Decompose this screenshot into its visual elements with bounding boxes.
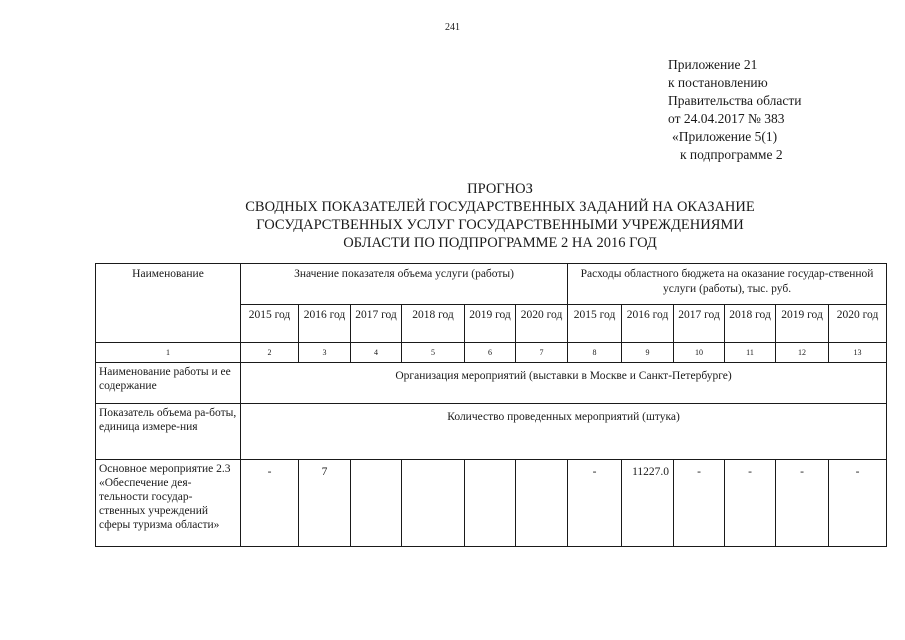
page-number: 241 xyxy=(445,22,460,33)
appendix-block xyxy=(668,56,801,164)
activity-value-cell: - xyxy=(568,460,622,547)
column-number: 7 xyxy=(516,343,568,363)
heading-line: ПРОГНОЗ xyxy=(467,181,533,197)
activity-value-cell xyxy=(351,460,402,547)
column-number: 1 xyxy=(96,343,241,363)
column-number: 6 xyxy=(465,343,516,363)
column-number: 3 xyxy=(299,343,351,363)
activity-value-cell: - xyxy=(829,460,887,547)
heading-line: ОБЛАСТИ ПО ПОДПРОГРАММЕ 2 НА 2016 ГОД xyxy=(343,235,657,251)
work-name-label: Наименование работы и ее содержание xyxy=(96,363,241,404)
year-header: 2016 год xyxy=(622,305,674,343)
heading-line: СВОДНЫХ ПОКАЗАТЕЛЕЙ ГОСУДАРСТВЕННЫХ ЗАДАНИЙ НА ОКАЗАНИЕ xyxy=(245,199,755,215)
year-header: 2017 год xyxy=(351,305,402,343)
indicator-label: Показатель объема ра-боты, единица измере-ния xyxy=(96,404,241,460)
year-header: 2017 год xyxy=(674,305,725,343)
expense-header: Расходы областного бюджета на оказание государ-ственной услуги (работы), тыс. руб. xyxy=(568,264,887,305)
appendix-line: «Приложение 5(1) xyxy=(672,129,778,144)
activity-value-cell: - xyxy=(241,460,299,547)
year-header: 2018 год xyxy=(725,305,776,343)
activity-value-cell xyxy=(516,460,568,547)
volume-header: Значение показателя объема услуги (работы) xyxy=(241,264,568,305)
activity-value-cell: - xyxy=(725,460,776,547)
column-number: 2 xyxy=(241,343,299,363)
activity-value-cell xyxy=(465,460,516,547)
work-name-value: Организация мероприятий (выставки в Москве и Санкт-Петербурге) xyxy=(241,363,887,404)
appendix-line: от 24.04.2017 № 383 xyxy=(668,111,785,126)
activity-value-cell: 11227.0 xyxy=(622,460,674,547)
year-header: 2015 год xyxy=(568,305,622,343)
heading-line: ГОСУДАРСТВЕННЫХ УСЛУГ ГОСУДАРСТВЕННЫМИ УЧРЕЖДЕНИЯМИ xyxy=(256,217,744,233)
appendix-line: к постановлению xyxy=(668,75,768,90)
column-number: 5 xyxy=(402,343,465,363)
appendix-line: Правительства области xyxy=(668,93,802,108)
column-number: 10 xyxy=(674,343,725,363)
year-header: 2016 год xyxy=(299,305,351,343)
document-heading xyxy=(0,180,905,252)
activity-value-cell: - xyxy=(674,460,725,547)
year-header: 2020 год xyxy=(516,305,568,343)
column-number: 11 xyxy=(725,343,776,363)
column-number: 4 xyxy=(351,343,402,363)
activity-value-cell: 7 xyxy=(299,460,351,547)
year-header: 2019 год xyxy=(776,305,829,343)
name-column-header: Наименование xyxy=(96,264,241,343)
year-header: 2015 год xyxy=(241,305,299,343)
year-header: 2018 год xyxy=(402,305,465,343)
column-number: 12 xyxy=(776,343,829,363)
year-header: 2019 год xyxy=(465,305,516,343)
appendix-line: Приложение 21 xyxy=(668,57,758,72)
year-header: 2020 год xyxy=(829,305,887,343)
activity-value-cell: - xyxy=(776,460,829,547)
forecast-table xyxy=(95,263,887,547)
column-number: 9 xyxy=(622,343,674,363)
column-number: 13 xyxy=(829,343,887,363)
column-number: 8 xyxy=(568,343,622,363)
indicator-value: Количество проведенных мероприятий (штука) xyxy=(241,404,887,460)
activity-value-cell xyxy=(402,460,465,547)
appendix-line: к подпрограмме 2 xyxy=(680,147,783,162)
activity-label: Основное мероприятие 2.3 «Обеспечение дея-тельности государ-ственных учреждений сферы туризма области» xyxy=(96,460,241,547)
